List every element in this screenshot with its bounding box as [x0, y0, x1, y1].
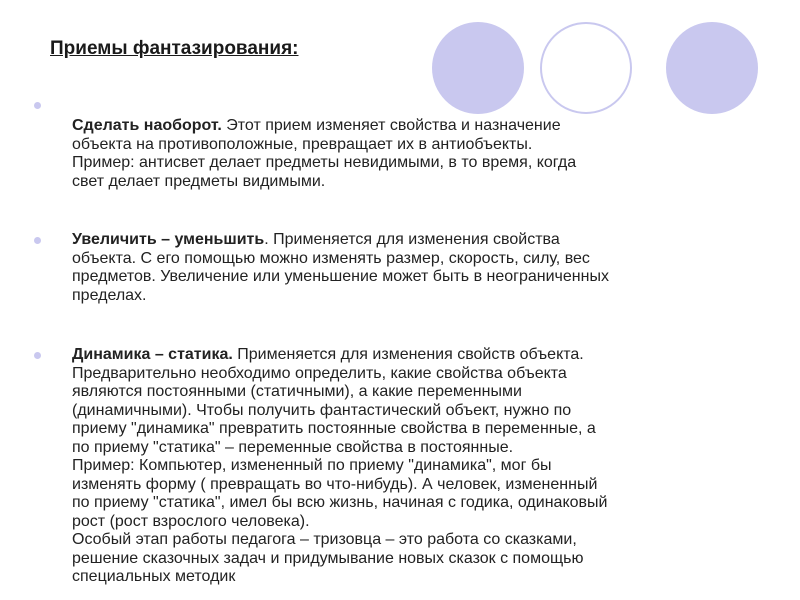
- item-line: изменять форму ( превращать во что-нибудь). А человек, измененный: [72, 475, 598, 493]
- item-line: Пример: антисвет делает предметы невидимыми, в то время, когда: [72, 154, 577, 171]
- item-line: . Применяется для изменения свойства: [264, 231, 560, 248]
- item-line: специальных методик: [72, 568, 236, 585]
- item-line: (динамичными). Чтобы получить фантастический объект, нужно по: [72, 401, 572, 419]
- item-line: свет делает предметы видимыми.: [72, 172, 326, 190]
- item-line: по приему "статика" – переменные свойства в постоянные.: [72, 438, 514, 456]
- item-term: Увеличить – уменьшить: [72, 231, 265, 248]
- item-line: Пример: Компьютер, измененный по приему "динамика", мог бы: [72, 457, 552, 474]
- bullet-dot-icon: [34, 352, 41, 359]
- slide-title: Приемы фантазирования:: [50, 38, 299, 59]
- item-text: [72, 96, 576, 191]
- item-line: по приему "статика", имел бы всю жизнь, начиная с годика, одинаковый: [72, 494, 608, 511]
- item-term: Сделать наоборот.: [72, 117, 222, 134]
- item-line: решение сказочных задач и придумывание новых сказок с помощью: [72, 549, 584, 567]
- bullet-dot-icon: [34, 237, 41, 244]
- list-item: [30, 231, 609, 305]
- item-term: Динамика – статика.: [72, 346, 233, 363]
- item-line: Этот прием изменяет свойства и назначение: [221, 117, 561, 134]
- item-line: Применяется для изменения свойств объекта.: [232, 346, 584, 363]
- list-item: [30, 96, 576, 191]
- item-line: объекта на противоположные, превращает их в антиобъекты.: [72, 135, 533, 153]
- item-line: объекта. С его помощью можно изменять размер, скорость, силу, вес: [72, 249, 590, 267]
- bullet-dot-icon: [34, 102, 41, 109]
- decor-circle-3: [666, 22, 758, 114]
- item-line: Предварительно необходимо определить, какие свойства объекта: [72, 364, 567, 382]
- item-text: [72, 231, 609, 305]
- item-line: являются постоянными (статичными), а какие переменными: [72, 383, 522, 400]
- item-line: пределах.: [72, 286, 147, 304]
- item-text: [72, 346, 607, 587]
- item-line: Особый этап работы педагога – тризовца – это работа со сказками,: [72, 531, 577, 548]
- item-line: рост (рост взрослого человека).: [72, 512, 310, 530]
- list-item: [30, 346, 607, 587]
- item-line: приему "динамика" превратить постоянные свойства в переменные, а: [72, 420, 596, 437]
- item-line: предметов. Увеличение или уменьшение может быть в неограниченных: [72, 268, 609, 285]
